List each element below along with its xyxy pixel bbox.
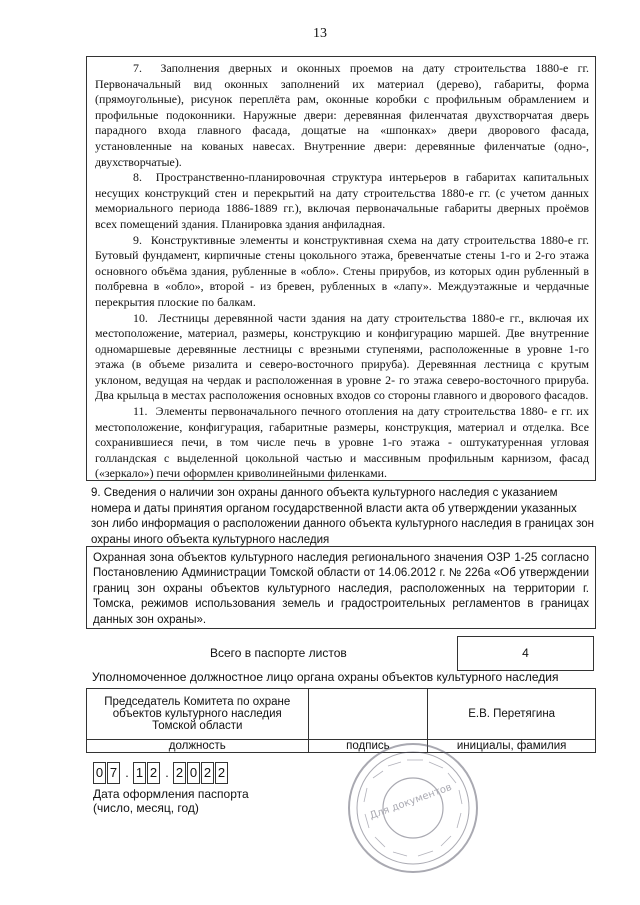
item-7: 7. Заполнения дверных и оконных проемов на дату строительства 1880-е гг. Первоначальный вид оконных заполнений их материал (дерево), габариты, форма (прямоугольные), рисунок переплёта рам, оконные коробки с профильным обрамлением и профильные подоконники. Наружные двери: деревянная филенчатая двухстворчатая дверь парадного входа главного фасада, дощатые на «шпонках» двери дворового фасада, установленные на кованых навесах. Внутренние двери: деревянные филенчатые (одно-, двухстворчатые). (95, 61, 589, 169)
date-year-4: 2 (215, 762, 228, 784)
signature-table (86, 688, 596, 753)
official-stamp-icon (343, 738, 483, 878)
date-label-line-1: Дата оформления паспорта (93, 787, 249, 801)
date-label-line-2: (число, месяц, год) (93, 801, 199, 815)
date-day-2: 7 (107, 762, 120, 784)
stamp-text: Для документов (368, 781, 454, 822)
official-heading: Уполномоченное должностное лицо органа охраны объектов культурного наследия (92, 670, 559, 684)
caption-signature: подпись (308, 740, 428, 753)
name-cell: Е.В. Перетягина (428, 689, 596, 740)
page-number: 13 (313, 26, 327, 41)
protected-features-box (86, 56, 596, 481)
date-month-1: 1 (133, 762, 146, 784)
item-9: 9. Конструктивные элементы и конструктивная схема на дату строительства 1880-е гг. Бутовый фундамент, кирпичные стены цокольного этажа, бревенчатые стены 1-го и 2-го этажа основного объёма здания, рубленные в «обло». Стены прирубов, из которых один рубленный в полбревна в «обло», второй - из бревен, рубленных в «лапу». Междуэтажные и чердачные перекрытия плоские по балкам. (95, 232, 589, 309)
date-separator: . (165, 765, 169, 780)
date-boxes (93, 762, 229, 784)
caption-name: инициалы, фамилия (428, 740, 596, 753)
item-8: 8. Пространственно-планировочная структура интерьеров в габаритах капитальных несущих конструкций стен и перекрытий на дату строительства 1880-е гг. (с учетом данных мемориального периода 1886-1889 гг.), включая первоначальные габариты дверных проёмов всех помещений здания. Планировка здания анфиладная. (95, 170, 589, 231)
sheets-count: 4 (457, 636, 594, 671)
caption-position: должность (87, 740, 309, 753)
date-month-2: 2 (147, 762, 160, 784)
item-11: 11. Элементы первоначального печного отопления на дату строительства 1880- е гг. их местоположение, конфигурация, габаритные размеры, конструкция, материал и отделка. Все сохранившиеся печи, в том числе печь в уровне 1-го этажа - оштукатуренная угловая голландская с выделенной цокольной частью и массивным профильным карнизом, фасад («зеркало») печи оформлен криволинейными филенками. (95, 404, 589, 481)
item-10: 10. Лестницы деревянной части здания на дату строительства 1880-е гг., включая их местоположение, материал, размеры, конструкцию и конфигурацию маршей. Две внутренние одномаршевые деревянные лестницы с врезными ступенями, расположенные в уровне 1-го этажа (в объеме ризалита и северо-восточного прируба). Деревянная лестница с крутым уклоном, ведущая на чердак и расположенная в уровне 2- го этажа северо-восточного прируба. Два крыльца в местах расположения основных входов со стороны главного и дворового фасадов. (95, 310, 589, 403)
signature-cell (308, 689, 428, 740)
date-year-3: 2 (201, 762, 214, 784)
sheets-label: Всего в паспорте листов (210, 646, 347, 660)
date-day-1: 0 (93, 762, 106, 784)
position-cell: Председатель Комитета по охране объектов культурного наследия Томской области (87, 689, 309, 740)
date-year-1: 2 (173, 762, 186, 784)
date-year-2: 0 (187, 762, 200, 784)
protection-zone-box: Охранная зона объектов культурного наследия регионального значения ОЗР 1-25 согласно Постановлению Администрации Томской области от 14.06.2012 г. № 226а «Об утверждении границ зон охраны объектов культурного наследия, расположенных на территории г. Томска, режимов использования земель и градостроительных регламентов в границах данных зон охраны». (86, 546, 596, 629)
section-9-heading: 9. Сведения о наличии зон охраны данного объекта культурного наследия с указанием номера и даты принятия органом государственной власти акта об утверждении указанных зон либо информация о расположении данного объекта культурного наследия в границах зон охраны иного объекта культурного наследия (91, 487, 595, 546)
date-label (93, 787, 249, 815)
date-separator: . (125, 765, 129, 780)
